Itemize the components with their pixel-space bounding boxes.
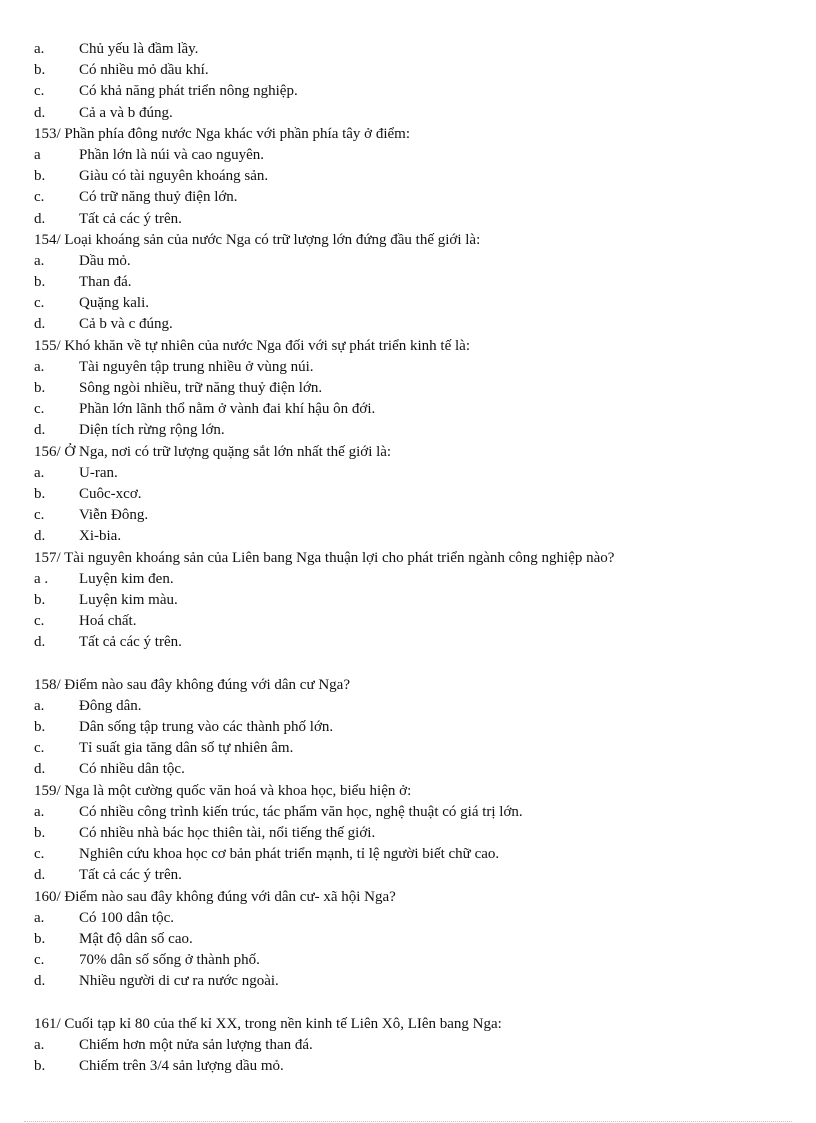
option-label: d.	[34, 634, 46, 651]
question-text: 153/ Phần phía đông nước Nga khác với phần phía tây ở điểm:	[34, 125, 411, 142]
option-label: b.	[34, 62, 46, 79]
option-text: Chiếm trên 3/4 sản lượng dầu mỏ.	[79, 1058, 284, 1074]
option-label: c.	[34, 613, 45, 630]
answer-option	[34, 399, 794, 420]
option-label: d.	[34, 104, 46, 121]
answer-option	[34, 1035, 794, 1056]
option-label: b.	[34, 591, 46, 608]
option-text: Phần lớn là núi và cao nguyên.	[79, 146, 264, 163]
option-text: Tỉ suất gia tăng dân số tự nhiên âm.	[79, 740, 294, 757]
answer-option	[34, 823, 794, 844]
answer-option	[34, 463, 794, 484]
option-label: d.	[34, 867, 46, 884]
page-bottom-rule	[24, 1121, 792, 1122]
option-text: Tất cả các ý trên.	[79, 210, 182, 227]
option-text: Có nhiều nhà bác học thiên tài, nổi tiếng thế giới.	[79, 824, 376, 841]
option-label: b.	[34, 485, 46, 502]
option-label: b.	[34, 274, 46, 291]
question-text: 157/ Tài nguyên khoáng sản của Liên bang Nga thuận lợi cho phát triển ngành công nghiệp nào?	[34, 549, 615, 566]
option-text: Có nhiều mỏ dầu khí.	[79, 62, 209, 79]
option-label: c.	[34, 952, 45, 969]
question-text: 158/ Điểm nào sau đây không đúng với dân cư Nga?	[34, 676, 350, 693]
option-text: Chiếm hơn một nửa sản lượng than đá.	[79, 1036, 313, 1053]
answer-option	[34, 908, 794, 929]
answer-option	[34, 590, 794, 611]
option-label: c.	[34, 507, 45, 524]
option-text: Có trữ năng thuỷ điện lớn.	[79, 189, 238, 206]
option-label: c.	[34, 189, 45, 206]
option-text: Dân sống tập trung vào các thành phố lớn.	[79, 719, 334, 735]
option-text: Cuôc-xcơ.	[79, 485, 142, 502]
option-label: d.	[34, 528, 46, 545]
answer-option	[34, 293, 794, 314]
option-label: b.	[34, 1058, 46, 1074]
answer-option	[34, 314, 794, 335]
question-list	[34, 39, 794, 1077]
option-label: a.	[34, 1036, 45, 1053]
answer-option	[34, 632, 794, 653]
answer-option	[34, 1056, 794, 1077]
option-label: a.	[34, 358, 45, 375]
answer-option	[34, 569, 794, 590]
option-label: a.	[34, 803, 45, 820]
option-label: d.	[34, 316, 46, 333]
option-label: a.	[34, 697, 45, 714]
option-text: Đông dân.	[79, 697, 142, 714]
option-text: Luyện kim màu.	[79, 591, 178, 608]
option-text: Tất cả các ý trên.	[79, 634, 182, 651]
option-text: Phần lớn lãnh thổ nằm ở vành đai khí hậu ôn đới.	[79, 401, 376, 418]
option-label: a.	[34, 41, 45, 57]
option-text: U-ran.	[79, 464, 118, 481]
answer-option	[34, 950, 794, 971]
answer-option	[34, 60, 794, 81]
option-text: Có nhiều dân tộc.	[79, 761, 185, 778]
question-text: 156/ Ở Nga, nơi có trữ lượng quặng sắt lớn nhất thế giới là:	[34, 443, 392, 460]
option-text: Giàu có tài nguyên khoáng sản.	[79, 168, 269, 185]
answer-option	[34, 39, 794, 60]
option-text: Có 100 dân tộc.	[79, 909, 174, 926]
option-label: b.	[34, 930, 46, 947]
answer-option	[34, 81, 794, 102]
answer-option	[34, 505, 794, 526]
answer-option	[34, 484, 794, 505]
question-text: 154/ Loại khoáng sản của nước Nga có trữ lượng lớn đứng đầu thế giới là:	[34, 231, 481, 248]
answer-option	[34, 696, 794, 717]
answer-option	[34, 802, 794, 823]
option-text: Viễn Đông.	[79, 507, 149, 524]
option-text: Tất cả các ý trên.	[79, 867, 182, 884]
answer-option	[34, 272, 794, 293]
question-text: 159/ Nga là một cường quốc văn hoá và khoa học, biểu hiện ở:	[34, 782, 412, 799]
option-text: 70% dân số sống ở thành phố.	[79, 952, 260, 969]
question-text: 160/ Điểm nào sau đây không đúng với dân cư- xã hội Nga?	[34, 888, 396, 905]
option-text: Cả a và b đúng.	[79, 104, 173, 121]
answer-option	[34, 759, 794, 780]
option-label: c.	[34, 401, 45, 418]
answer-option	[34, 420, 794, 441]
option-text: Dầu mỏ.	[79, 252, 131, 269]
option-text: Có khả năng phát triển nông nghiệp.	[79, 83, 298, 100]
option-text: Có nhiều công trình kiến trúc, tác phẩm văn học, nghệ thuật có giá trị lớn.	[79, 803, 523, 820]
answer-option	[34, 865, 794, 886]
answer-option	[34, 378, 794, 399]
option-text: Tài nguyên tập trung nhiều ở vùng núi.	[79, 358, 314, 375]
option-label: c.	[34, 295, 45, 312]
answer-option	[34, 145, 794, 166]
option-label: a.	[34, 252, 45, 269]
answer-option	[34, 526, 794, 547]
option-label: c.	[34, 740, 45, 757]
blank-line	[34, 992, 794, 1013]
option-label: d.	[34, 210, 46, 227]
answer-option	[34, 611, 794, 632]
option-label: a .	[34, 570, 49, 587]
option-text: Sông ngòi nhiều, trữ năng thuỷ điện lớn.	[79, 380, 323, 396]
answer-option	[34, 251, 794, 272]
answer-option	[34, 187, 794, 208]
option-label: a	[34, 146, 41, 163]
option-text: Diện tích rừng rộng lớn.	[79, 422, 225, 439]
option-label: c.	[34, 83, 45, 100]
option-label: d.	[34, 422, 46, 439]
option-label: d.	[34, 973, 46, 990]
option-text: Mật độ dân số cao.	[79, 930, 193, 947]
option-text: Hoá chất.	[79, 613, 137, 630]
option-text: Than đá.	[79, 274, 132, 291]
blank-line	[34, 653, 794, 674]
option-label: a.	[34, 464, 45, 481]
answer-option	[34, 738, 794, 759]
answer-option	[34, 357, 794, 378]
answer-option	[34, 166, 794, 187]
option-label: b.	[34, 380, 46, 396]
option-text: Nghiên cứu khoa học cơ bản phát triển mạnh, tỉ lệ người biết chữ cao.	[79, 846, 500, 863]
question-text: 155/ Khó khăn về tự nhiên của nước Nga đối với sự phát triển kinh tế là:	[34, 337, 470, 354]
question-text: 161/ Cuối tạp kỉ 80 của thế kỉ XX, trong nền kinh tế Liên Xô, LIên bang Nga:	[34, 1015, 502, 1032]
option-label: a.	[34, 909, 45, 926]
option-text: Xi-bia.	[79, 528, 122, 545]
answer-option	[34, 209, 794, 230]
option-text: Quặng kali.	[79, 295, 149, 312]
answer-option	[34, 844, 794, 865]
option-text: Chủ yếu là đầm lầy.	[79, 41, 199, 57]
option-text: Luyện kim đen.	[79, 570, 174, 587]
answer-option	[34, 971, 794, 992]
option-label: b.	[34, 824, 46, 841]
answer-option	[34, 717, 794, 738]
option-label: b.	[34, 719, 46, 735]
answer-option	[34, 929, 794, 950]
answer-option	[34, 103, 794, 124]
option-text: Cả b và c đúng.	[79, 316, 173, 333]
option-label: c.	[34, 846, 45, 863]
option-label: b.	[34, 168, 46, 185]
option-label: d.	[34, 761, 46, 778]
option-text: Nhiều người di cư ra nước ngoài.	[79, 973, 279, 990]
